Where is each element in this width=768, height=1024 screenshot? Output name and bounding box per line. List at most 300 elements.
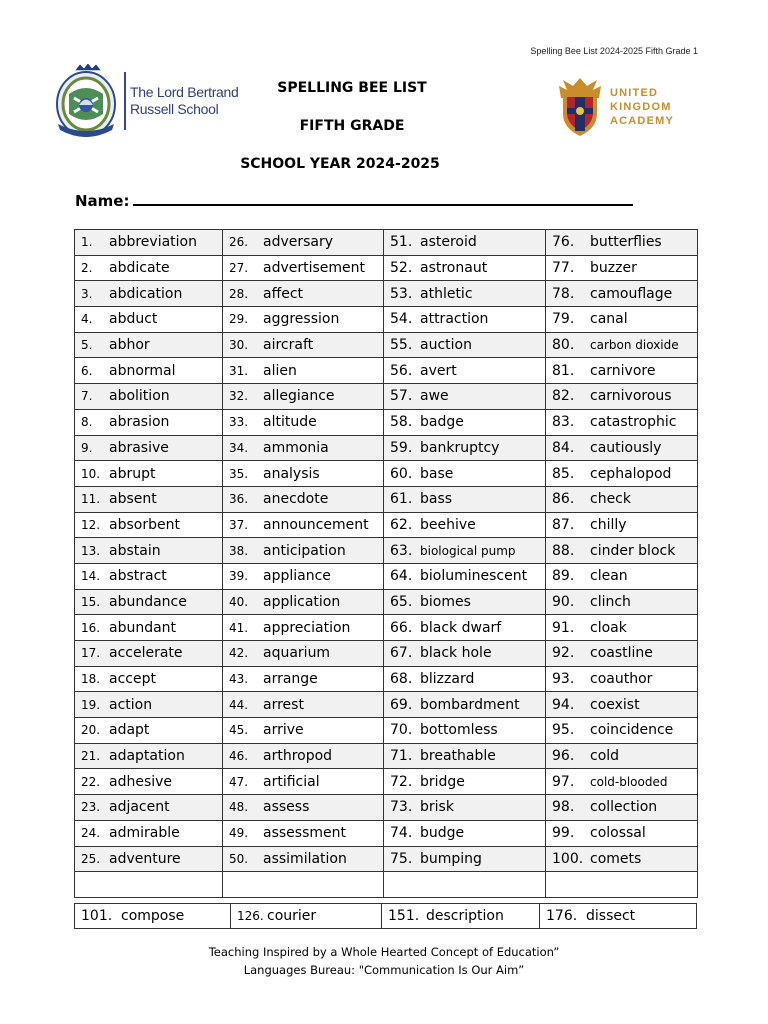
word-text: clinch [590,593,631,610]
table-row [75,795,698,821]
word-number: 47. [229,774,249,789]
word-number: 80. [552,337,575,354]
word-cell [546,255,698,281]
word-number: 19. [81,697,101,712]
word-text: cold-blooded [590,774,668,789]
word-text: affect [263,285,304,302]
word-text: biomes [420,593,471,610]
table-row [75,281,698,307]
word-cell [75,409,223,435]
word-text: appliance [263,568,331,585]
word-number: 43. [229,672,249,687]
table-row [75,538,698,564]
word-text: coastline [590,645,653,662]
word-text: bumping [420,850,482,867]
word-number: 2. [81,261,93,276]
word-text: absent [109,491,157,508]
word-cell [384,795,546,821]
word-text: cold [590,748,620,765]
word-number: 4. [81,312,93,327]
word-number: 95. [552,722,575,739]
word-cell [546,486,698,512]
word-text: ammonia [263,439,329,456]
word-number: 79. [552,311,575,328]
word-cell [384,486,546,512]
word-cell [546,641,698,667]
word-cell [223,255,384,281]
word-cell [546,307,698,333]
word-cell [223,281,384,307]
word-cell [384,384,546,410]
word-text: bridge [420,773,465,790]
footer-motto: Teaching Inspired by a Whole Hearted Concept of Education” [208,945,560,959]
word-cell [75,615,223,641]
word-text: breathable [420,748,496,765]
word-number: 12. [81,517,101,532]
word-text: application [263,593,341,610]
table-row [75,358,698,384]
word-text: cautiously [590,439,662,456]
word-number: 51. [390,234,413,251]
table-row [75,769,698,795]
word-cell [75,563,223,589]
word-text: aggression [263,311,340,328]
word-cell [75,384,223,410]
word-text: abhor [109,337,150,354]
word-cell [223,461,384,487]
word-number: 41. [229,620,249,635]
word-number: 57. [390,388,413,405]
table-row [75,461,698,487]
word-text: announcement [263,516,369,533]
word-cell [223,486,384,512]
table-row [75,384,698,410]
word-cell [546,846,698,872]
word-number: 46. [229,749,249,764]
word-text: athletic [420,285,473,302]
word-number: 15. [81,594,101,609]
word-cell [223,307,384,333]
word-text: auction [420,337,472,354]
word-number: 82. [552,388,575,405]
word-text: abstain [109,542,161,559]
word-cell [75,769,223,795]
word-number: 29. [229,312,249,327]
word-cell [546,795,698,821]
word-number: 14. [81,569,101,584]
word-cell [75,666,223,692]
word-cell [75,718,223,744]
word-number: 23. [81,800,101,815]
word-text: attraction [420,311,489,328]
word-text: courier [267,908,317,924]
word-number: 93. [552,671,575,688]
word-cell [384,332,546,358]
word-number: 6. [81,363,93,378]
word-number: 90. [552,593,575,610]
word-number: 66. [390,619,413,636]
word-number: 70. [390,722,413,739]
academy-name-line-1: UNITED [610,87,659,99]
word-cell [382,904,540,929]
word-cell [223,384,384,410]
word-text: arrive [263,722,304,739]
word-cell [223,718,384,744]
word-text: adventure [109,850,181,867]
word-cell [546,692,698,718]
word-cell [75,512,223,538]
word-number: 68. [390,671,413,688]
table-row [75,820,698,846]
word-cell [75,904,231,929]
word-cell [384,435,546,461]
word-number: 101. [81,908,113,924]
word-text: abrasive [109,439,169,456]
word-text: absorbent [109,516,180,533]
word-number: 71. [390,748,413,765]
header-meta: Spelling Bee List 2024-2025 Fifth Grade 1 [530,46,698,56]
word-cell [384,255,546,281]
table-row [75,255,698,281]
word-text: adaptation [109,748,185,765]
word-cell [223,358,384,384]
table-row [75,743,698,769]
word-cell [75,538,223,564]
word-number: 91. [552,619,575,636]
word-text: compose [121,908,185,924]
word-cell [546,409,698,435]
word-text: canal [590,311,628,328]
word-cell [384,743,546,769]
word-number: 28. [229,286,249,301]
word-number: 58. [390,414,413,431]
word-text: arthropod [263,748,333,765]
word-text: base [420,465,454,482]
word-number: 10. [81,466,101,481]
word-cell [384,718,546,744]
word-cell [223,641,384,667]
word-text: carbon dioxide [590,338,679,353]
word-number: 94. [552,696,575,713]
word-number: 126. [237,909,264,923]
word-number: 98. [552,799,575,816]
word-cell [384,615,546,641]
word-number: 86. [552,491,575,508]
empty-cell [546,872,698,898]
word-text: awe [420,388,449,405]
word-text: abduct [109,311,158,328]
word-cell [384,461,546,487]
table-row [75,666,698,692]
spelling-word-table-continued [74,903,697,929]
word-cell [75,435,223,461]
word-cell [223,589,384,615]
word-number: 61. [390,491,413,508]
word-number: 1. [81,235,93,250]
word-cell [223,230,384,256]
word-number: 33. [229,415,249,430]
word-number: 25. [81,851,101,866]
word-cell [75,486,223,512]
word-text: accept [109,671,156,688]
word-cell [223,769,384,795]
word-cell [75,641,223,667]
word-number: 49. [229,826,249,841]
word-text: adhesive [109,773,173,790]
word-number: 38. [229,543,249,558]
word-number: 24. [81,826,101,841]
word-cell [546,230,698,256]
word-text: appreciation [263,619,351,636]
word-cell [223,435,384,461]
table-row [75,563,698,589]
word-number: 89. [552,568,575,585]
word-number: 17. [81,646,101,661]
word-cell [384,281,546,307]
word-text: blizzard [420,671,475,688]
word-number: 18. [81,672,101,687]
word-text: clean [590,568,628,585]
word-cell [75,358,223,384]
word-number: 97. [552,773,575,790]
table-row [75,486,698,512]
name-field[interactable] [75,192,635,210]
word-text: abrasion [109,414,170,431]
word-text: camouflage [590,285,673,302]
word-number: 100. [552,850,584,867]
word-text: astronaut [420,260,488,277]
word-number: 87. [552,516,575,533]
word-number: 59. [390,439,413,456]
word-text: catastrophic [590,414,677,431]
word-text: coexist [590,696,640,713]
word-number: 13. [81,543,101,558]
table-row [75,230,698,256]
word-cell [384,769,546,795]
word-number: 76. [552,234,575,251]
word-cell [231,904,382,929]
word-number: 65. [390,593,413,610]
word-number: 52. [390,260,413,277]
word-number: 73. [390,799,413,816]
word-cell [384,820,546,846]
word-text: adjacent [109,799,170,816]
word-number: 92. [552,645,575,662]
word-text: cloak [590,619,627,636]
word-cell [75,846,223,872]
word-cell [384,538,546,564]
word-cell [384,589,546,615]
word-cell [75,795,223,821]
word-cell [540,904,697,929]
word-text: buzzer [590,260,637,277]
word-text: asteroid [420,234,477,251]
word-text: anecdote [263,491,329,508]
word-cell [546,589,698,615]
word-cell [223,743,384,769]
word-cell [75,230,223,256]
word-number: 22. [81,774,101,789]
word-number: 62. [390,516,413,533]
word-cell [546,743,698,769]
academy-name-line-3: ACADEMY [610,115,675,127]
word-number: 16. [81,620,101,635]
word-cell [384,641,546,667]
word-text: brisk [420,799,454,816]
word-text: action [109,696,153,713]
word-text: budge [420,825,465,842]
spelling-word-table [74,229,698,898]
word-text: beehive [420,516,476,533]
word-text: abbreviation [109,234,197,251]
word-number: 96. [552,748,575,765]
word-number: 21. [81,749,101,764]
word-number: 20. [81,723,101,738]
word-text: bankruptcy [420,439,500,456]
table-row [75,409,698,435]
name-label: Name: [75,192,130,210]
word-cell [546,769,698,795]
word-cell [75,332,223,358]
word-number: 7. [81,389,93,404]
word-number: 9. [81,440,93,455]
word-text: arrange [263,671,318,688]
word-text: biological pump [420,543,516,558]
word-cell [546,820,698,846]
title-school-year: SCHOOL YEAR 2024-2025 [240,156,440,172]
word-cell [384,409,546,435]
word-text: artificial [263,773,320,790]
word-number: 67. [390,645,413,662]
word-cell [223,563,384,589]
word-text: abnormal [109,362,176,379]
word-text: abundance [109,593,187,610]
word-cell [223,666,384,692]
word-text: coauthor [590,671,653,688]
word-number: 176. [546,908,578,924]
word-number: 84. [552,439,575,456]
word-text: black dwarf [420,619,502,636]
table-row [75,435,698,461]
word-text: admirable [109,825,180,842]
word-text: comets [590,850,642,867]
word-cell [223,538,384,564]
table-row [75,846,698,872]
word-text: altitude [263,414,317,431]
word-number: 63. [390,542,413,559]
word-text: black hole [420,645,492,662]
table-row [75,589,698,615]
word-cell [223,615,384,641]
word-cell [384,666,546,692]
word-cell [384,358,546,384]
word-text: description [426,908,504,924]
word-number: 69. [390,696,413,713]
word-number: 40. [229,594,249,609]
word-cell [223,409,384,435]
word-cell [75,461,223,487]
word-number: 55. [390,337,413,354]
word-cell [546,358,698,384]
word-text: bottomless [420,722,498,739]
word-number: 39. [229,569,249,584]
word-text: bombardment [420,696,520,713]
word-text: abundant [109,619,177,636]
word-text: accelerate [109,645,183,662]
table-row [75,641,698,667]
word-cell [223,820,384,846]
word-number: 54. [390,311,413,328]
word-cell [75,255,223,281]
word-text: check [590,491,631,508]
word-text: abdication [109,285,183,302]
word-cell [75,820,223,846]
word-cell [546,281,698,307]
word-text: arrest [263,696,304,713]
word-text: adapt [109,722,150,739]
word-number: 48. [229,800,249,815]
word-number: 31. [229,363,249,378]
word-number: 42. [229,646,249,661]
word-number: 44. [229,697,249,712]
word-number: 75. [390,850,413,867]
word-text: abstract [109,568,167,585]
word-text: anticipation [263,542,346,559]
word-text: adversary [263,234,334,251]
title-grade: FIFTH GRADE [299,118,405,134]
word-number: 74. [390,825,413,842]
word-text: abolition [109,388,170,405]
word-number: 53. [390,285,413,302]
word-number: 72. [390,773,413,790]
word-text: carnivore [590,362,656,379]
word-text: badge [420,414,464,431]
word-text: dissect [586,908,636,924]
word-cell [223,795,384,821]
empty-cell [384,872,546,898]
word-number: 99. [552,825,575,842]
word-cell [75,692,223,718]
word-number: 26. [229,235,249,250]
table-row [75,692,698,718]
word-cell [75,589,223,615]
word-cell [384,512,546,538]
word-number: 56. [390,362,413,379]
word-number: 27. [229,261,249,276]
word-text: assimilation [263,850,347,867]
word-cell [384,846,546,872]
school-name: The Lord Bertrand Russell School [130,84,239,117]
word-number: 32. [229,389,249,404]
table-row [75,615,698,641]
word-number: 81. [552,362,575,379]
word-cell [223,692,384,718]
word-text: carnivorous [590,388,672,405]
word-text: analysis [263,465,320,482]
title-spelling-bee: SPELLING BEE LIST [277,80,427,96]
word-text: cephalopod [590,465,672,482]
word-text: abrupt [109,465,156,482]
word-cell [384,692,546,718]
table-row [75,904,697,929]
word-cell [546,718,698,744]
empty-cell [223,872,384,898]
word-number: 8. [81,415,93,430]
word-text: coincidence [590,722,674,739]
word-text: cinder block [590,542,676,559]
table-row [75,718,698,744]
word-text: bass [420,491,453,508]
